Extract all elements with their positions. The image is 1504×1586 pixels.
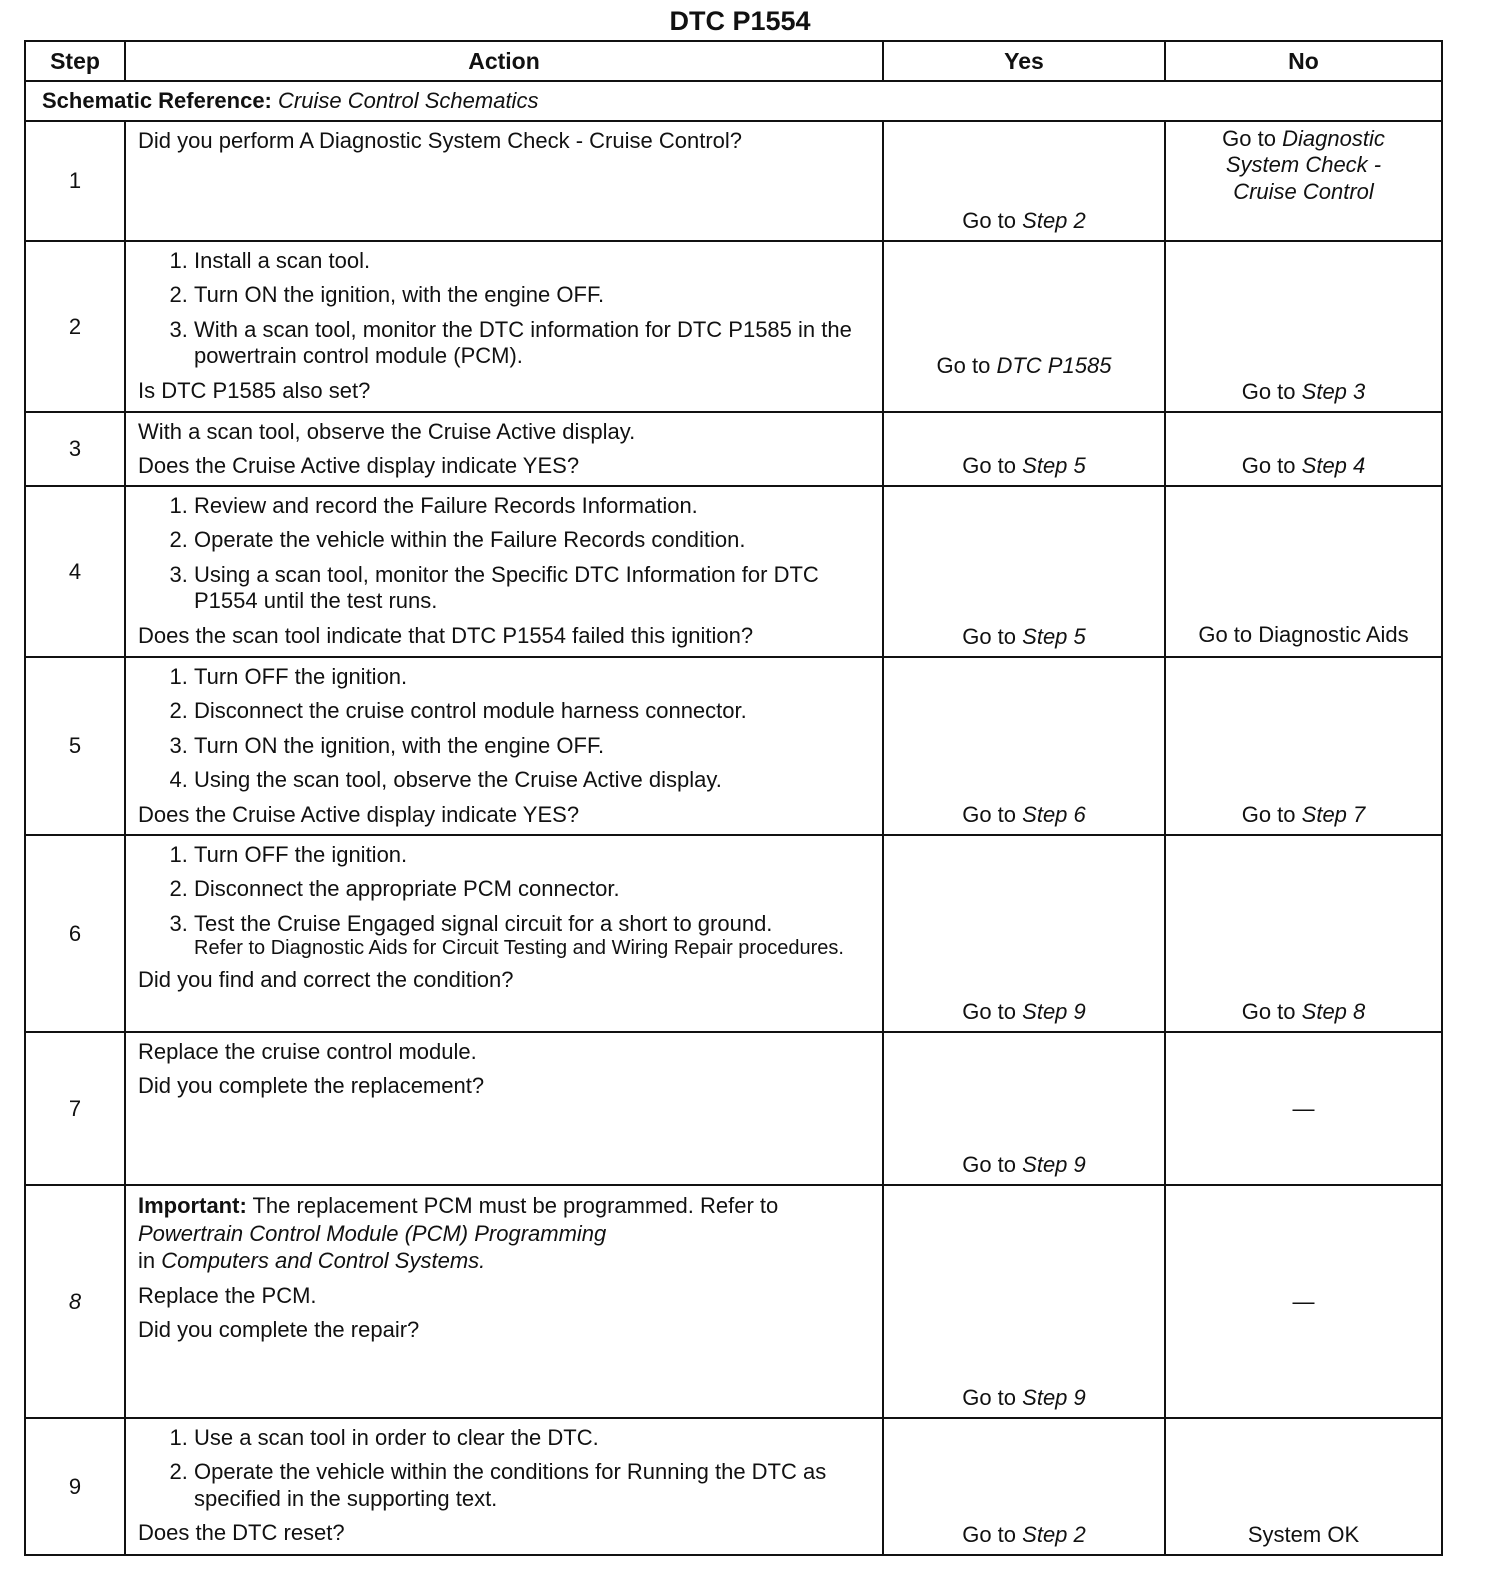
header-row [25,41,1442,81]
yes-goto: Go to Step 5 [962,453,1086,478]
action-cell [125,1185,883,1418]
action-item: 3. Turn ON the ignition, with the engine OFF. [194,733,874,759]
action-cell [125,241,883,412]
schematic-label: Schematic Reference: [42,88,272,113]
no-cell [1165,835,1442,1032]
action-question: Does the scan tool indicate that DTC P1554 failed this ignition? [138,622,754,648]
action-line: Replace the PCM. [138,1282,317,1308]
action-cell [125,657,883,835]
header-yes: Yes [883,41,1165,81]
yes-goto: Go to Step 6 [962,802,1086,827]
yes-goto: Go to Step 5 [962,624,1086,649]
action-item: 1. Review and record the Failure Records Information. [194,493,874,519]
table-row [25,121,1442,241]
table-row [25,1418,1442,1555]
action-item: 1. Turn OFF the ignition. [194,664,874,690]
table-row [25,1185,1442,1418]
yes-goto: Go to Step 9 [962,1385,1086,1410]
header-action: Action [125,41,883,81]
no-dash: — [1292,1288,1315,1314]
schematic-row [25,81,1442,121]
no-goto: Go to Diagnostic System Check - Cruise Control [1222,126,1385,204]
table-row [25,412,1442,486]
no-goto: Go to Step 7 [1241,802,1366,827]
action-question: Did you find and correct the condition? [138,967,514,993]
action-item: 1. Turn OFF the ignition. [194,842,874,868]
yes-goto: Go to Step 2 [962,1522,1086,1547]
action-question: Does the DTC reset? [138,1520,345,1546]
action-question: Does the Cruise Active display indicate YES? [138,801,580,827]
action-question: Is DTC P1585 also set? [138,377,371,403]
no-cell [1165,1032,1442,1185]
action-question: Does the Cruise Active display indicate YES? [138,453,580,479]
action-item: 3. With a scan tool, monitor the DTC information for DTC P1585 in the powertrain control module (PCM). [194,317,874,370]
no-cell [1165,486,1442,657]
important-note: Important: The replacement PCM must be programmed. Refer to Powertrain Control Module (PCM) Programming in Computers and Control Systems. [138,1193,779,1273]
action-cell [125,835,883,1032]
yes-goto: Go to Step 9 [962,1152,1086,1177]
step-number: 4 [25,486,125,657]
action-line: Replace the cruise control module. [138,1039,477,1064]
no-cell [1165,1418,1442,1555]
yes-cell [883,121,1165,241]
no-cell [1165,121,1442,241]
schematic-value: Cruise Control Schematics [278,88,539,113]
yes-cell [883,486,1165,657]
header-step: Step [25,41,125,81]
yes-cell [883,657,1165,835]
schematic-reference [25,81,1442,121]
action-item: 2. Operate the vehicle within the conditions for Running the DTC as specified in the supporting text. [194,1459,874,1512]
yes-cell [883,835,1165,1032]
action-item-note: Refer to Diagnostic Aids for Circuit Testing and Wiring Repair procedures. [194,937,844,960]
table-row [25,1032,1442,1185]
action-question: Did you complete the repair? [138,1316,420,1342]
no-goto: System OK [1247,1522,1360,1547]
action-cell [125,121,883,241]
no-cell [1165,657,1442,835]
step-number: 8 [25,1185,125,1418]
action-item: 4. Using the scan tool, observe the Cruise Active display. [194,767,874,793]
action-item: 3. Test the Cruise Engaged signal circuit for a short to ground. Refer to Diagnostic Aids for Circuit Testing and Wiring Repair procedures. [194,911,874,959]
diagnostic-table [24,40,1443,1556]
yes-cell [883,1032,1165,1185]
no-cell [1165,1185,1442,1418]
action-item: 3. Using a scan tool, monitor the Specific DTC Information for DTC P1554 until the test runs. [194,562,874,615]
step-number: 5 [25,657,125,835]
no-goto: Go to Step 3 [1241,379,1366,404]
action-cell [125,1418,883,1555]
action-item: 2. Operate the vehicle within the Failure Records condition. [194,527,874,553]
table-row [25,241,1442,412]
action-cell [125,412,883,486]
page-title: DTC P1554 [669,6,811,36]
action-item: 1. Use a scan tool in order to clear the DTC. [194,1425,874,1451]
step-number: 9 [25,1418,125,1555]
no-goto: Go to Step 4 [1241,453,1366,478]
yes-goto: Go to DTC P1585 [936,353,1112,378]
step-number: 2 [25,241,125,412]
action-item: 1. Install a scan tool. [194,248,874,274]
table-row [25,486,1442,657]
yes-cell [883,1418,1165,1555]
yes-cell [883,241,1165,412]
action-item: 2. Turn ON the ignition, with the engine OFF. [194,282,874,308]
header-no: No [1165,41,1442,81]
yes-goto: Go to Step 9 [962,999,1086,1024]
table-row [25,835,1442,1032]
action-cell [125,486,883,657]
yes-cell [883,412,1165,486]
no-goto: Go to Diagnostic Aids [1198,622,1409,647]
action-cell [125,1032,883,1185]
action-question: Did you perform A Diagnostic System Check - Cruise Control? [138,128,743,153]
yes-goto: Go to Step 2 [962,208,1086,233]
action-line: With a scan tool, observe the Cruise Active display. [138,419,636,444]
yes-cell [883,1185,1165,1418]
step-number: 1 [25,121,125,241]
step-number: 3 [25,412,125,486]
no-dash: — [1292,1095,1315,1121]
step-number: 7 [25,1032,125,1185]
action-question: Did you complete the replacement? [138,1073,485,1099]
action-item: 2. Disconnect the cruise control module harness connector. [194,698,874,724]
table-row [25,657,1442,835]
step-number: 6 [25,835,125,1032]
action-item: 2. Disconnect the appropriate PCM connector. [194,876,874,902]
no-cell [1165,412,1442,486]
no-cell [1165,241,1442,412]
no-goto: Go to Step 8 [1241,999,1366,1024]
